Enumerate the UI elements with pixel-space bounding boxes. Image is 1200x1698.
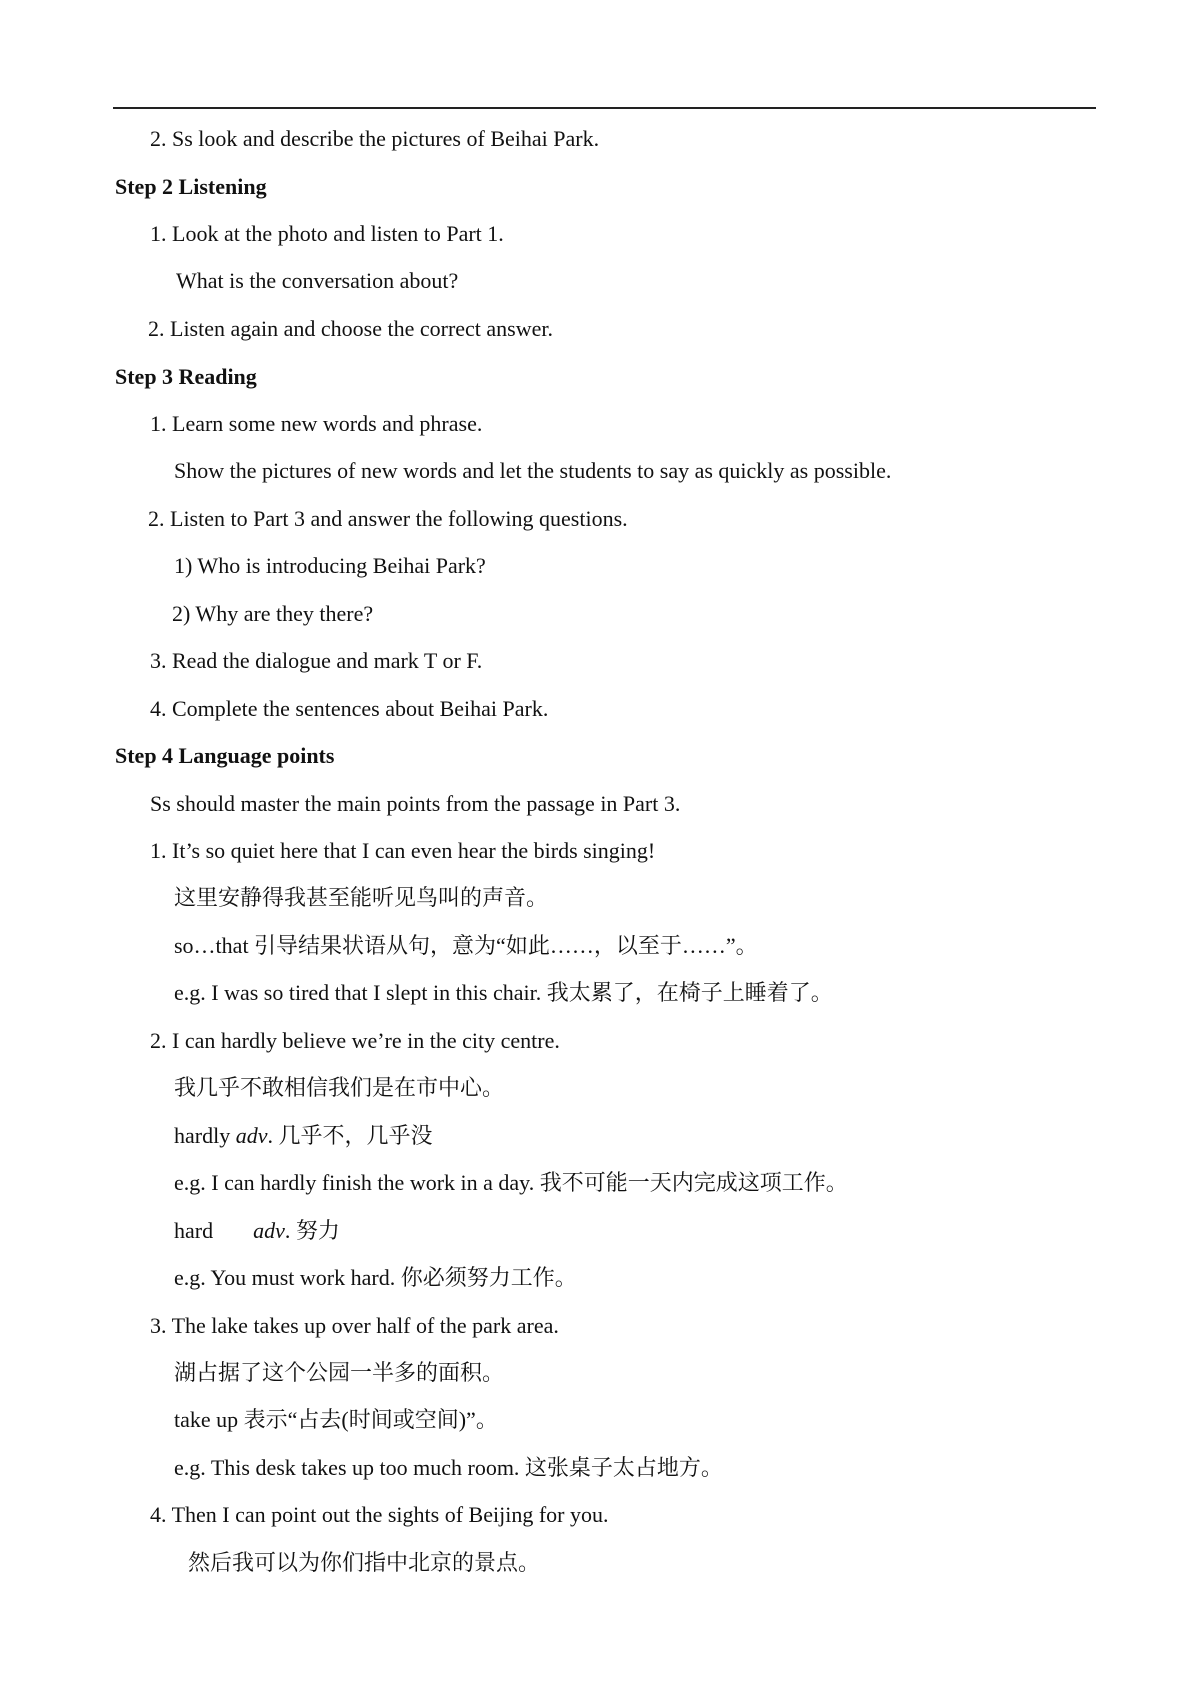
intro-item-2: 2. Ss look and describe the pictures of Beihai Park. (150, 126, 600, 151)
point-1-translation: 这里安静得我甚至能听见鸟叫的声音。 (174, 885, 549, 910)
vocab-definition: . 几乎不，几乎没 (267, 1123, 433, 1148)
step3-item-1-detail: Show the pictures of new words and let the students to say as quickly as possible. (174, 458, 892, 483)
point-2-vocab-hard (174, 1217, 340, 1245)
point-2-example-1: e.g. I can hardly finish the work in a day. 我不可能一天内完成这项工作。 (174, 1170, 848, 1195)
point-3-translation: 湖占据了这个公园一半多的面积。 (174, 1360, 505, 1385)
step4-heading: Step 4 Language points (115, 743, 335, 768)
point-3-sentence: 3. The lake takes up over half of the park area. (150, 1313, 559, 1338)
point-1-note: so…that 引导结果状语从句，意为“如此……，以至于……”。 (174, 933, 758, 958)
header-rule (113, 107, 1096, 109)
step3-item-2: 2. Listen to Part 3 and answer the following questions. (148, 506, 628, 531)
point-1-sentence: 1. It’s so quiet here that I can even hear the birds singing! (150, 838, 656, 863)
step3-heading: Step 3 Reading (115, 364, 257, 389)
step3-item-1: 1. Learn some new words and phrase. (150, 411, 483, 436)
point-3-example: e.g. This desk takes up too much room. 这张桌子太占地方。 (174, 1455, 723, 1480)
point-4-sentence: 4. Then I can point out the sights of Beijing for you. (150, 1502, 609, 1527)
point-2-sentence: 2. I can hardly believe we’re in the city centre. (150, 1028, 560, 1053)
part-of-speech: adv (253, 1218, 285, 1243)
point-3-note: take up 表示“占去(时间或空间)”。 (174, 1407, 498, 1432)
step3-question-1: 1) Who is introducing Beihai Park? (174, 553, 486, 578)
point-2-translation: 我几乎不敢相信我们是在市中心。 (174, 1075, 505, 1100)
vocab-word: hard (174, 1218, 214, 1243)
step4-intro: Ss should master the main points from the passage in Part 3. (150, 791, 681, 816)
vocab-definition: . 努力 (284, 1218, 340, 1243)
point-1-example: e.g. I was so tired that I slept in this chair. 我太累了，在椅子上睡着了。 (174, 980, 833, 1005)
step2-item-1: 1. Look at the photo and listen to Part 1. (150, 221, 504, 246)
part-of-speech: adv (235, 1123, 268, 1148)
step2-item-1-question: What is the conversation about? (176, 268, 459, 293)
point-4-translation: 然后我可以为你们指中北京的景点。 (188, 1550, 541, 1575)
step3-item-3: 3. Read the dialogue and mark T or F. (150, 648, 483, 673)
step2-item-2: 2. Listen again and choose the correct answer. (148, 316, 554, 341)
point-2-vocab-hardly (174, 1122, 432, 1150)
vocab-word: hardly (174, 1123, 231, 1148)
step2-heading: Step 2 Listening (115, 174, 267, 199)
point-2-example-2: e.g. You must work hard. 你必须努力工作。 (174, 1265, 577, 1290)
step3-question-2: 2) Why are they there? (172, 601, 374, 626)
step3-item-4: 4. Complete the sentences about Beihai Park. (150, 696, 549, 721)
